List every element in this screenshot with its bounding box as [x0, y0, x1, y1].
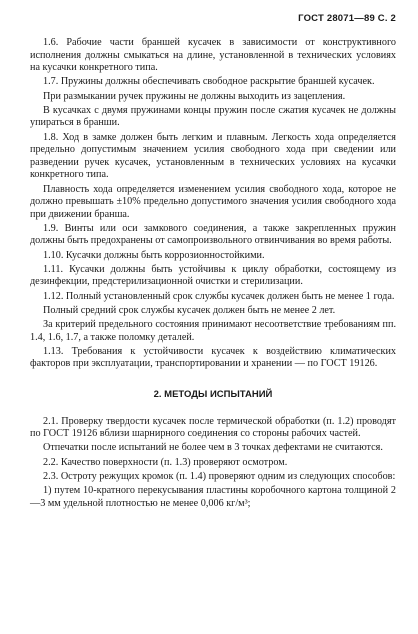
paragraph: Отпечатки после испытаний не более чем в 3 точках дефектами не считаются.	[43, 442, 383, 454]
section-title: 2. МЕТОДЫ ИСПЫТАНИЙ	[153, 388, 273, 400]
paragraph: 1.10. Кусачки должны быть коррозионностойкими.	[43, 249, 265, 261]
paragraph: 1.12. Полный установленный срок службы кусачек должен быть не менее 1 года.	[43, 290, 395, 302]
document-body	[30, 37, 396, 512]
page-header-code: ГОСТ 28071—89 С. 2	[298, 13, 396, 24]
paragraph: 1.13. Требования к устойчивости кусачек к воздействию климатических факторов при эксплуатации, транспортировании и хранении — по ГОСТ 19126.	[30, 345, 396, 370]
paragraph: За критерий предельного состояния принимают несоответствие требованиям пп. 1.4, 1.6, 1.7, а также поломку деталей.	[30, 319, 396, 343]
paragraph: 1.11. Кусачки должны быть устойчивы к циклу обработки, состоящему из дезинфекции, предстерилизационной очистки и стерилизации.	[30, 263, 396, 288]
paragraph: 1.9. Винты или оси замкового соединения, а также закрепленных пружин должны быть предохранены от самопроизвольного отвинчивания во время работы.	[30, 222, 396, 247]
paragraph: 2.3. Остроту режущих кромок (п. 1.4) проверяют одним из следующих способов:	[43, 470, 396, 482]
paragraph: В кусачках с двумя пружинами концы пружин после сжатия кусачек не должны упираться в бранши.	[30, 104, 396, 129]
paragraph: Плавность хода определяется изменением усилия свободного хода, которое не должно превышать ±10% предельно допустимого значения усилия свободного хода при движении бранша.	[30, 183, 396, 220]
paragraph: 2.1. Проверку твердости кусачек после термической обработки (п. 1.2) проводят по ГОСТ 19126 вблизи шарнирного соединения со стороны рабочих частей.	[30, 415, 396, 440]
paragraph: 1.7. Пружины должны обеспечивать свободное раскрытие браншей кусачек.	[43, 76, 375, 88]
paragraph: Полный средний срок службы кусачек должен быть не менее 2 лет.	[43, 304, 336, 316]
paragraph: 2.2. Качество поверхности (п. 1.3) проверяют осмотром.	[43, 456, 288, 468]
paragraph: 1) путем 10-кратного перекусывания пластины коробочного картона толщиной 2—3 мм удельной плотностью не менее 0,006 кг/м³;	[30, 484, 396, 509]
paragraph: При размыкании ручек пружины не должны выходить из зацепления.	[43, 90, 346, 102]
paragraph: 1.8. Ход в замке должен быть легким и плавным. Легкость хода определяется предельно допустимым значением усилия свободного хода при сведении или разведении ручек кусачек, установленным в технических условиях на кусачки конкретного типа.	[30, 131, 396, 181]
paragraph: 1.6. Рабочие части браншей кусачек в зависимости от конструктивного исполнения должны смыкаться на длине, установленной в технических условиях на кусачки конкретного типа.	[30, 37, 396, 74]
